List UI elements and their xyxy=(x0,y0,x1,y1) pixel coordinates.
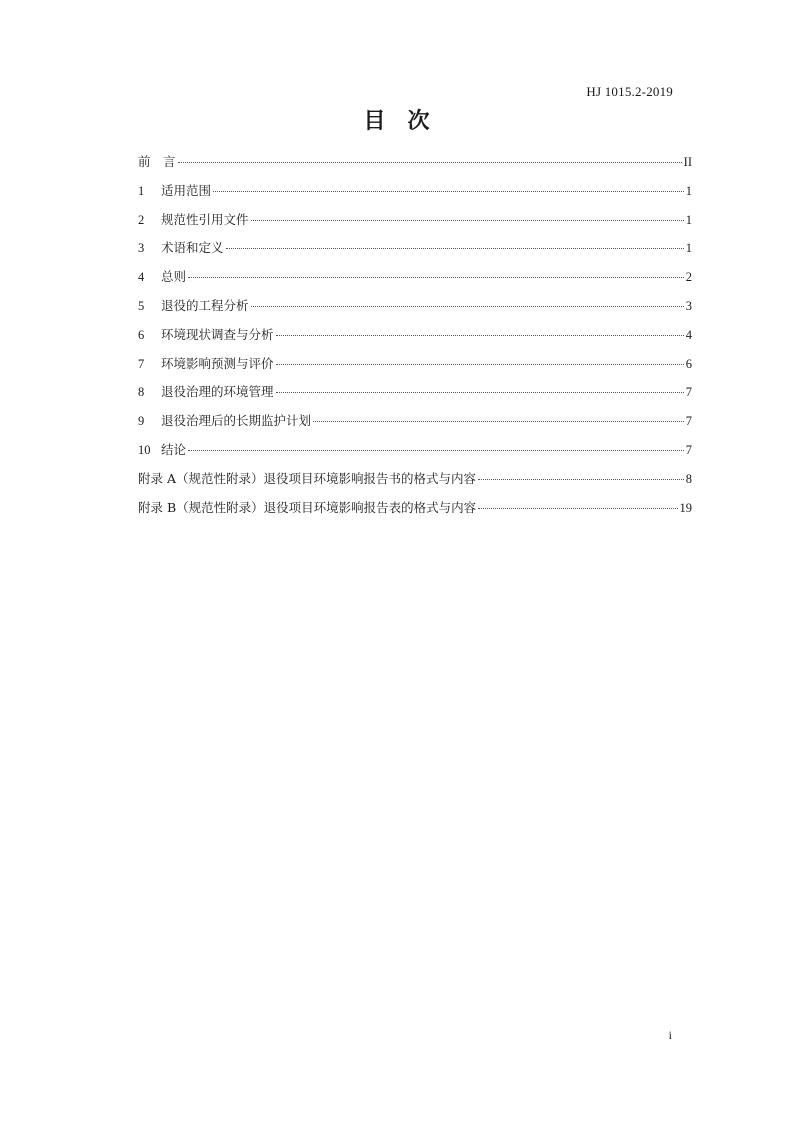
toc-page-number: 1 xyxy=(685,212,692,227)
toc-section-number: 8 xyxy=(138,385,145,400)
toc-entry-appendix-a[interactable] xyxy=(138,465,692,494)
toc-label: 前 言 xyxy=(138,154,176,169)
page-title: 目 次 xyxy=(363,109,430,134)
toc-section-number: 7 xyxy=(138,356,145,371)
toc-page-number: 1 xyxy=(685,241,692,256)
toc-page-number: 7 xyxy=(685,442,692,457)
toc-label: 环境影响预测与评价 xyxy=(161,355,274,371)
toc-leader-dots xyxy=(276,335,684,336)
toc-label: 环境现状调查与分析 xyxy=(161,326,274,342)
toc-section-number: 2 xyxy=(138,212,145,227)
toc-label: 适用范围 xyxy=(161,182,212,198)
toc-leader-dots xyxy=(188,277,684,278)
toc-label: 退役治理的环境管理 xyxy=(161,384,274,400)
toc-leader-dots xyxy=(313,421,684,422)
toc-leader-dots xyxy=(226,248,684,249)
toc-label: 退役治理后的长期监护计划 xyxy=(161,413,312,429)
toc-entry-8[interactable] xyxy=(138,378,692,407)
toc-section-number: 6 xyxy=(138,327,145,342)
toc-page-number: 2 xyxy=(685,270,692,285)
toc-label: 退役的工程分析 xyxy=(161,297,249,313)
toc-entry-appendix-b[interactable] xyxy=(138,494,692,523)
toc-entry-4[interactable] xyxy=(138,263,692,292)
toc-label: 附录 B（规范性附录）退役项目环境影响报告表的格式与内容 xyxy=(138,499,477,515)
toc-label: 术语和定义 xyxy=(161,240,224,256)
toc-entry-3[interactable] xyxy=(138,234,692,263)
toc-entry-6[interactable] xyxy=(138,321,692,350)
toc-leader-dots xyxy=(276,392,684,393)
toc-entry-5[interactable] xyxy=(138,292,692,321)
standard-code: HJ 1015.2-2019 xyxy=(586,84,673,99)
toc-label: 附录 A（规范性附录）退役项目环境影响报告书的格式与内容 xyxy=(138,470,477,486)
toc-page-number: II xyxy=(683,155,692,169)
toc-leader-dots xyxy=(213,191,684,192)
toc-entry-7[interactable] xyxy=(138,350,692,379)
toc-section-number: 10 xyxy=(138,442,151,457)
toc-label: 总则 xyxy=(161,269,187,285)
toc-page-number: 19 xyxy=(679,500,692,515)
toc-entry-1[interactable] xyxy=(138,177,692,206)
toc-entry-10[interactable] xyxy=(138,436,692,465)
toc-page-number: 3 xyxy=(685,298,692,313)
toc-page-number: 8 xyxy=(685,471,692,486)
toc-leader-dots xyxy=(251,220,684,221)
toc-section-number: 1 xyxy=(138,183,145,198)
toc-entry-foreword[interactable] xyxy=(138,148,692,177)
toc-section-number: 9 xyxy=(138,414,145,429)
toc-entry-2[interactable] xyxy=(138,206,692,235)
toc-page-number: 7 xyxy=(685,414,692,429)
toc-page-number: 6 xyxy=(685,356,692,371)
toc-leader-dots xyxy=(478,479,684,480)
toc-label: 规范性引用文件 xyxy=(161,211,249,227)
toc-label: 结论 xyxy=(161,441,187,457)
toc-leader-dots xyxy=(251,306,684,307)
toc-leader-dots xyxy=(188,450,684,451)
toc-section-number: 5 xyxy=(138,298,145,313)
toc-leader-dots xyxy=(178,162,682,163)
toc-entry-9[interactable] xyxy=(138,407,692,436)
toc-page-number: 7 xyxy=(685,385,692,400)
toc-section-number: 3 xyxy=(138,241,145,256)
toc-leader-dots xyxy=(478,508,677,509)
toc-page-number: 4 xyxy=(685,327,692,342)
footer-page-number: i xyxy=(668,1028,672,1042)
table-of-contents xyxy=(138,148,692,522)
toc-page-number: 1 xyxy=(685,183,692,198)
toc-leader-dots xyxy=(276,364,684,365)
toc-section-number: 4 xyxy=(138,270,145,285)
